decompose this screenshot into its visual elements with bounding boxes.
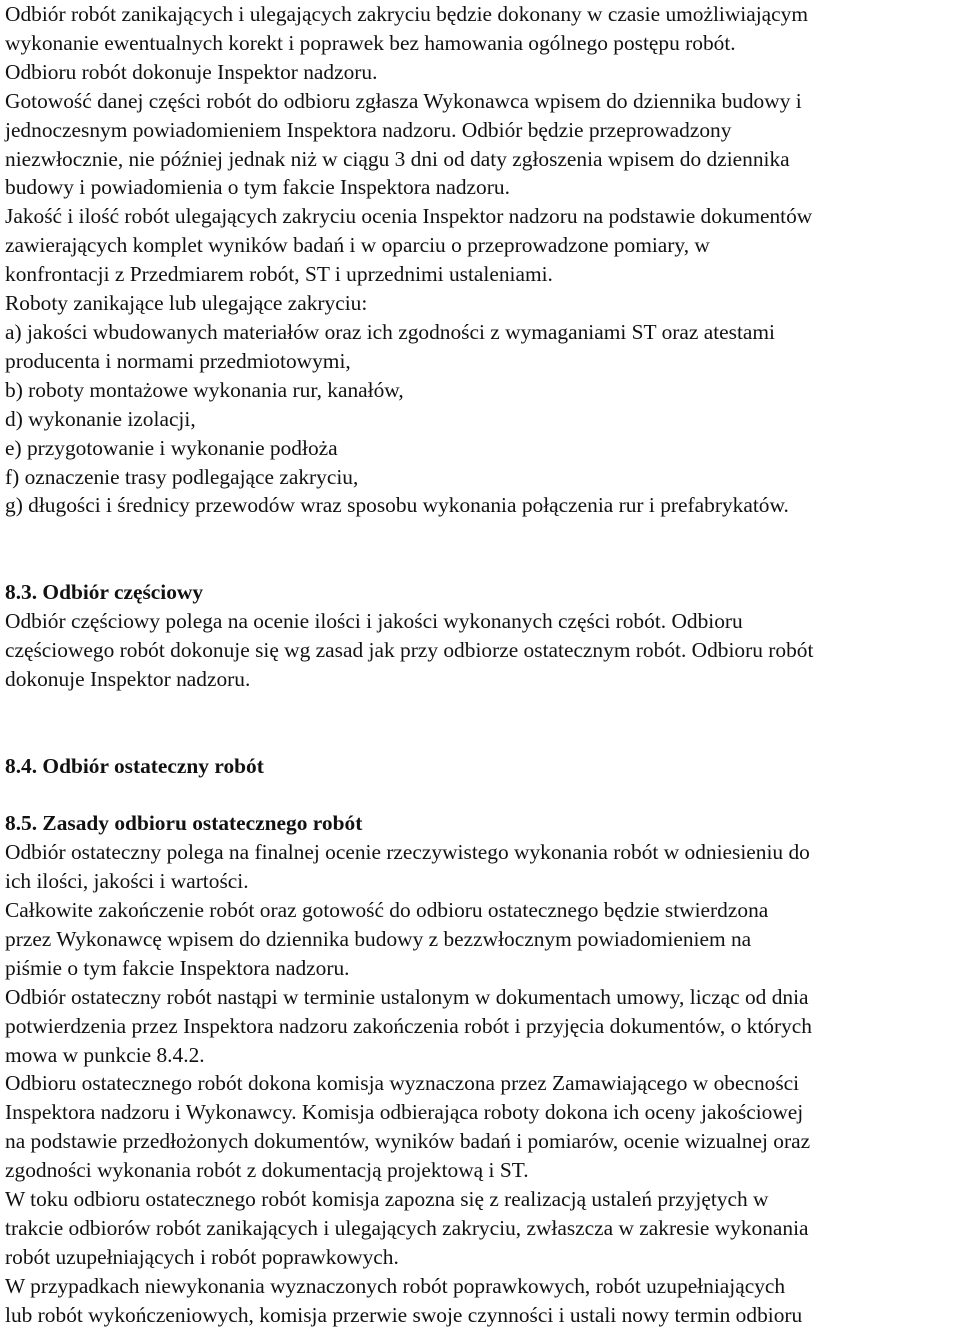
list-item: a) jakości wbudowanych materiałów oraz ich zgodności z wymaganiami ST oraz atestami: [5, 319, 775, 344]
text-line: lub robót wykończeniowych, komisja przerwie swoje czynności i ustali nowy termin odbioru: [5, 1302, 803, 1327]
section-8-3: [5, 578, 960, 694]
list-item: g) długości i średnicy przewodów wraz sposobu wykonania połączenia rur i prefabrykatów.: [5, 493, 789, 518]
text-line: mowa w punkcie 8.4.2.: [5, 1042, 205, 1067]
text-line: robót uzupełniających i robót poprawkowych.: [5, 1244, 399, 1269]
section-8-4: [5, 752, 960, 781]
list-item: f) oznaczenie trasy podlegające zakryciu,: [5, 464, 359, 489]
text-line: częściowego robót dokonuje się wg zasad jak przy odbiorze ostatecznym robót. Odbioru robót: [5, 637, 814, 662]
text-line: Całkowite zakończenie robót oraz gotowość do odbioru ostatecznego będzie stwierdzona: [5, 898, 769, 923]
text-line: na podstawie przedłożonych dokumentów, wyników badań i pomiarów, ocenie wizualnej oraz: [5, 1129, 811, 1154]
spacer: [5, 723, 960, 752]
text-line: Odbiór robót zanikających i ulegających zakryciu będzie dokonany w czasie umożliwiającym: [5, 2, 809, 26]
spacer: [5, 520, 960, 549]
text-line: Odbioru robót dokonuje Inspektor nadzoru.: [5, 59, 378, 84]
text-line: trakcie odbiorów robót zanikających i ulegających zakryciu, zwłaszcza w zakresie wykonania: [5, 1215, 809, 1240]
text-line: dokonuje Inspektor nadzoru.: [5, 666, 251, 691]
text-line: zawierających komplet wyników badań i w oparciu o przeprowadzone pomiary, w: [5, 233, 710, 258]
text-line: Odbiór częściowy polega na ocenie ilości i jakości wykonanych części robót. Odbioru: [5, 609, 743, 633]
document-page: [5, 0, 960, 1330]
text-line: przez Wykonawcę wpisem do dziennika budowy z bezzwłocznym powiadomieniem na: [5, 926, 752, 951]
text-line: Jakość i ilość robót ulegających zakryciu ocenia Inspektor nadzoru na podstawie dokumentów: [5, 204, 813, 229]
text-line: Gotowość danej części robót do odbioru zgłasza Wykonawca wpisem do dziennika budowy i: [5, 88, 802, 113]
section-heading: 8.4. Odbiór ostateczny robót: [5, 753, 264, 778]
text-line: zgodności wykonania robót z dokumentacją projektową i ST.: [5, 1158, 529, 1183]
text-line: Odbiór ostateczny robót nastąpi w terminie ustalonym w dokumentach umowy, licząc od dnia: [5, 984, 809, 1009]
list-item: d) wykonanie izolacji,: [5, 406, 196, 431]
section-heading: 8.5. Zasady odbioru ostatecznego robót: [5, 811, 363, 836]
list-item: producenta i normami przedmiotowymi,: [5, 348, 351, 373]
text-line: W przypadkach niewykonania wyznaczonych robót poprawkowych, robót uzupełniających: [5, 1273, 786, 1298]
text-line: ich ilości, jakości i wartości.: [5, 869, 249, 894]
text-line: W toku odbioru ostatecznego robót komisja zapozna się z realizacją ustaleń przyjętych w: [5, 1187, 769, 1212]
intro-block: [5, 0, 960, 520]
list-item: e) przygotowanie i wykonanie podłoża: [5, 435, 338, 460]
text-line: piśmie o tym fakcie Inspektora nadzoru.: [5, 955, 350, 980]
text-line: Inspektora nadzoru i Wykonawcy. Komisja odbierająca roboty dokona ich oceny jakościowej: [5, 1100, 804, 1125]
text-line: budowy i powiadomienia o tym fakcie Inspektora nadzoru.: [5, 175, 510, 200]
text-line: jednoczesnym powiadomieniem Inspektora nadzoru. Odbiór będzie przeprowadzony: [5, 117, 732, 142]
list-item: b) roboty montażowe wykonania rur, kanałów,: [5, 377, 404, 402]
text-line: konfrontacji z Przedmiarem robót, ST i uprzednimi ustaleniami.: [5, 262, 553, 287]
text-line: potwierdzenia przez Inspektora nadzoru zakończenia robót i przyjęcia dokumentów, o których: [5, 1013, 812, 1038]
section-heading: 8.3. Odbiór częściowy: [5, 580, 204, 605]
text-line: Roboty zanikające lub ulegające zakryciu:: [5, 291, 368, 316]
spacer: [5, 780, 960, 809]
spacer: [5, 549, 960, 578]
text-line: Odbioru ostatecznego robót dokona komisja wyznaczona przez Zamawiającego w obecności: [5, 1071, 800, 1096]
section-8-5: [5, 809, 960, 1329]
text-line: wykonanie ewentualnych korekt i poprawek bez hamowania ogólnego postępu robót.: [5, 30, 736, 55]
spacer: [5, 694, 960, 723]
text-line: niezwłocznie, nie później jednak niż w ciągu 3 dni od daty zgłoszenia wpisem do dziennika: [5, 146, 790, 171]
text-line: Odbiór ostateczny polega na finalnej ocenie rzeczywistego wykonania robót w odniesieniu do: [5, 840, 810, 865]
